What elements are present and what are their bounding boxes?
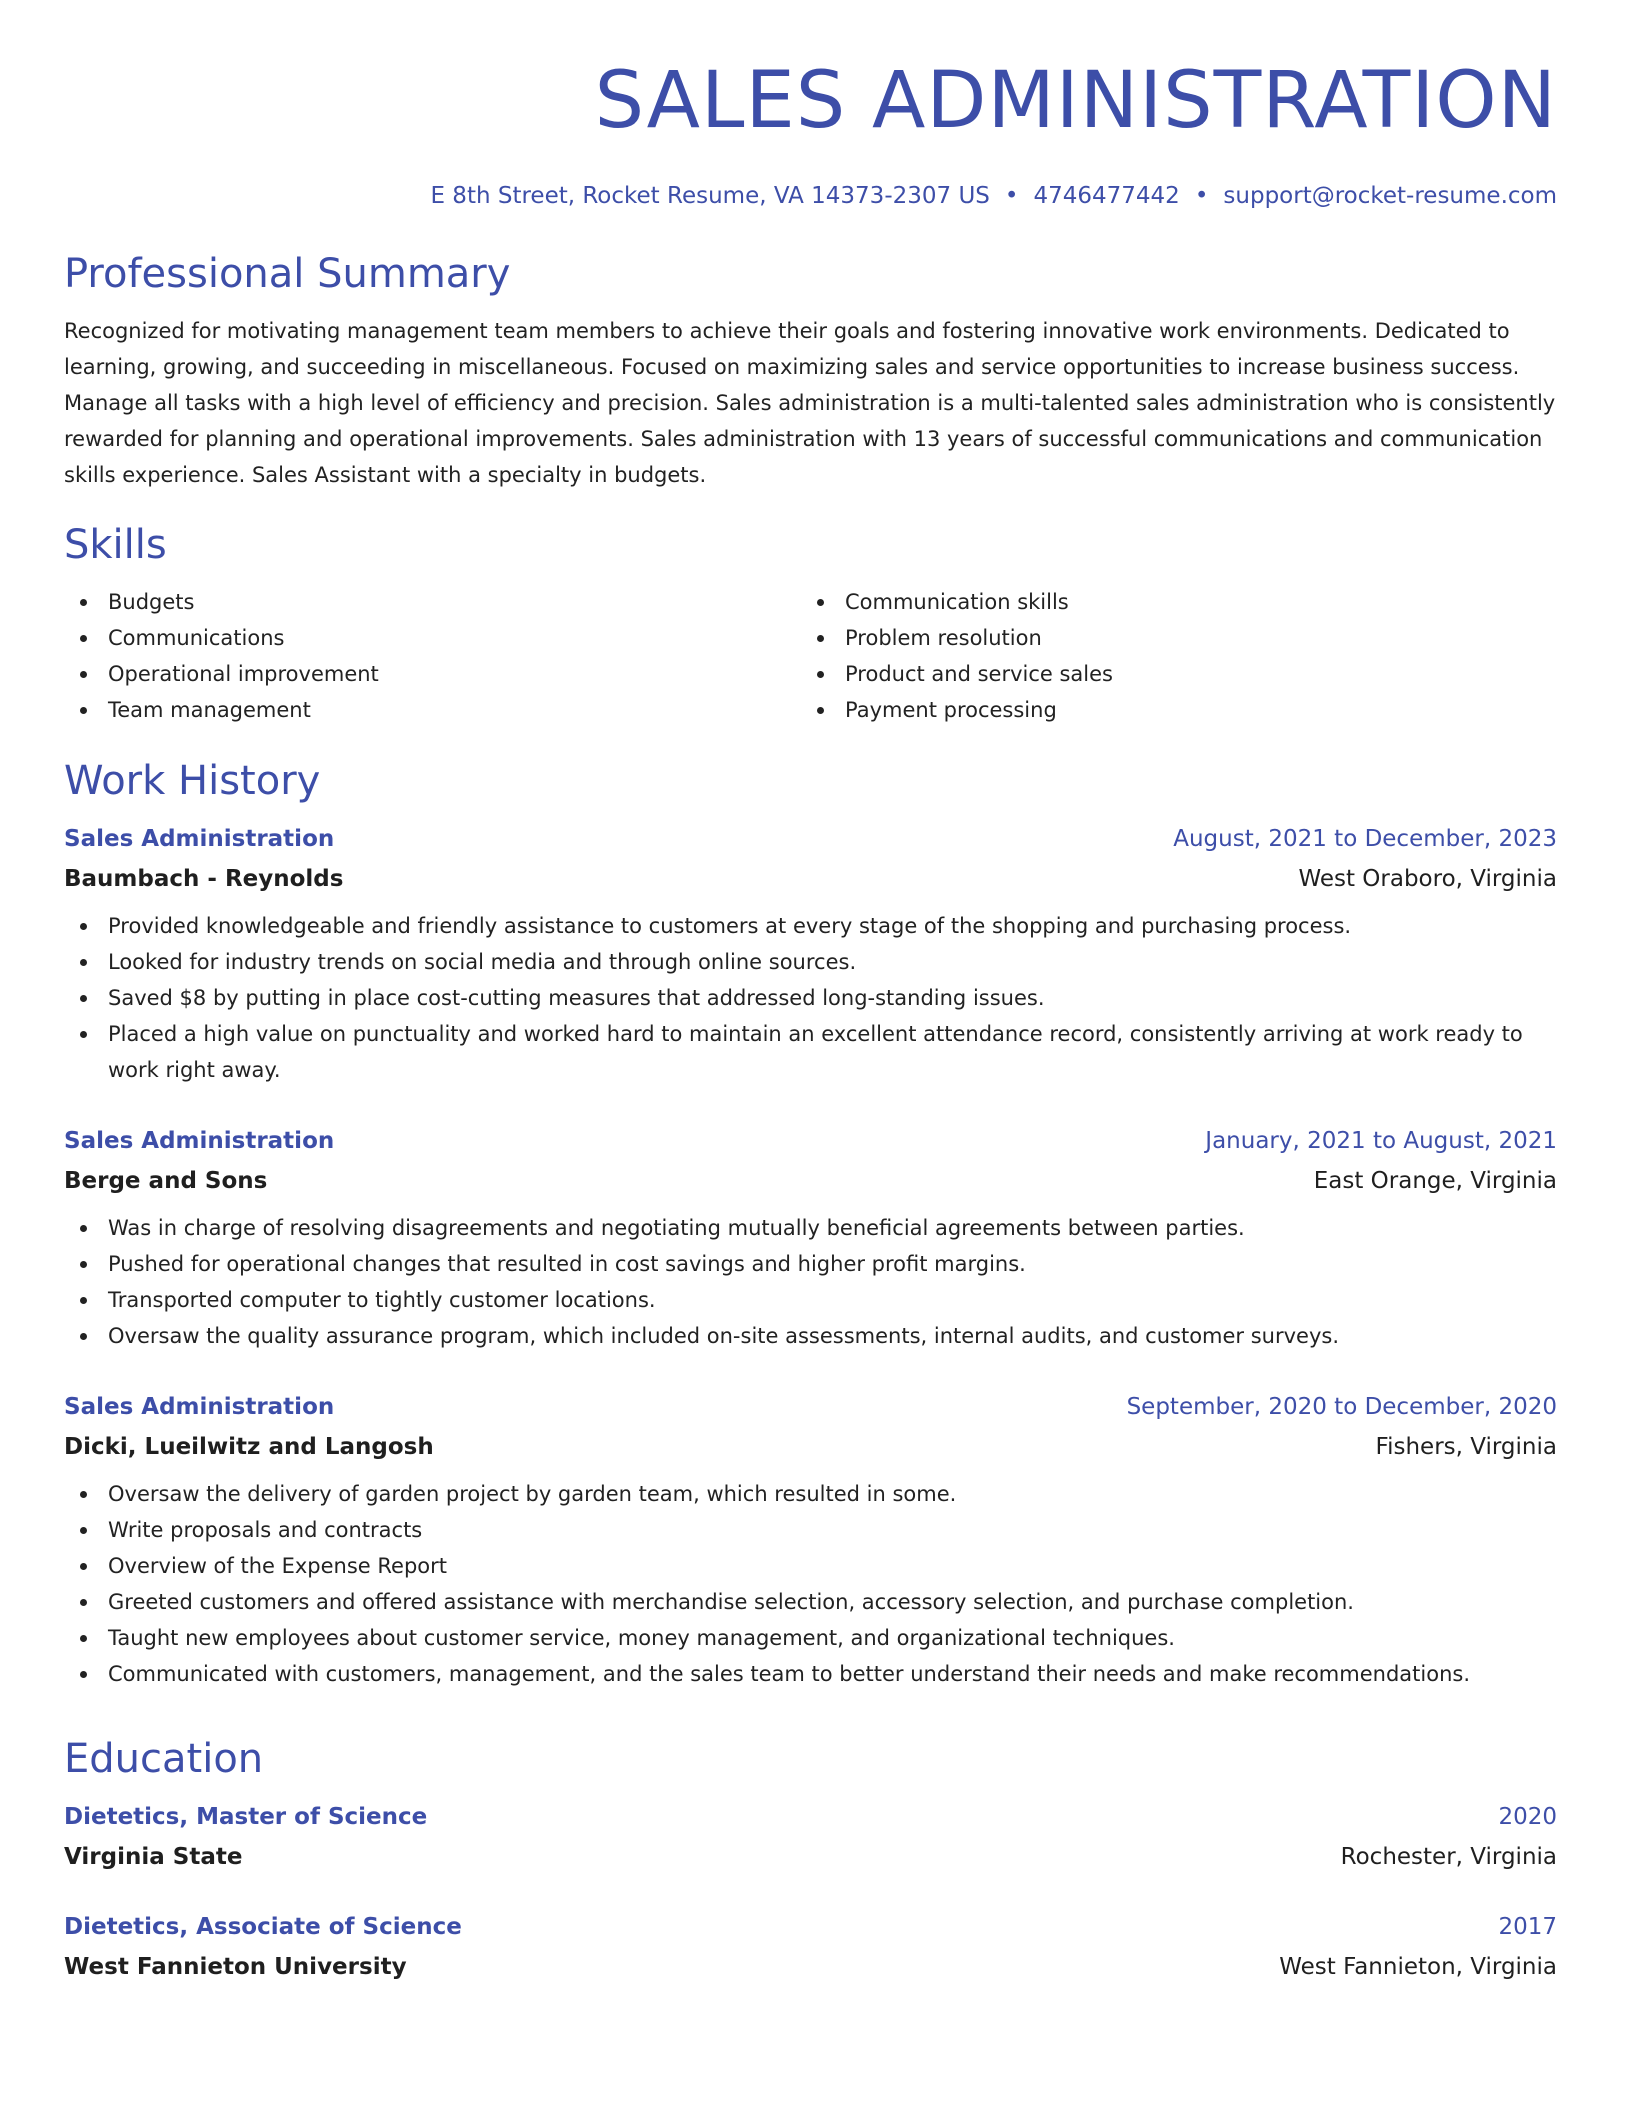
job-company-row [64, 864, 1557, 894]
education-degree: Dietetics, Associate of Science [64, 1914, 462, 1940]
skills-column-right [801, 584, 1538, 728]
job-bullet: Was in charge of resolving disagreements and negotiating mutually beneficial agreements between parties. [64, 1210, 1557, 1246]
job-title-row [64, 1126, 1557, 1156]
job-title-row [64, 824, 1557, 854]
skills-column-left [64, 584, 801, 728]
education-entry [64, 1912, 1557, 1982]
job-bullet: Oversaw the delivery of garden project by garden team, which resulted in some. [64, 1476, 1557, 1512]
contact-address: E 8th Street, Rocket Resume, VA 14373-2307 US [430, 183, 990, 209]
job-bullet: Transported computer to tightly customer locations. [64, 1282, 1557, 1318]
skills-list [64, 584, 1557, 728]
contact-separator: • [1004, 183, 1019, 209]
skill-item: Payment processing [801, 692, 1538, 728]
job-bullet: Saved $8 by putting in place cost-cutting measures that addressed long-standing issues. [64, 980, 1557, 1016]
job-entry [64, 824, 1557, 1088]
skill-item: Budgets [64, 584, 801, 620]
job-location: West Oraboro, Virginia [1298, 866, 1557, 892]
education-school-row [64, 1952, 1557, 1982]
job-company: Berge and Sons [64, 1168, 268, 1194]
job-bullet: Communicated with customers, management, and the sales team to better understand their needs and make recommendations. [64, 1656, 1557, 1692]
skill-item: Operational improvement [64, 656, 801, 692]
education-year: 2017 [1498, 1914, 1557, 1940]
education-degree: Dietetics, Master of Science [64, 1804, 428, 1830]
education-degree-row [64, 1802, 1557, 1832]
education-school-row [64, 1842, 1557, 1872]
job-bullet: Greeted customers and offered assistance with merchandise selection, accessory selection, and purchase completion. [64, 1584, 1557, 1620]
job-company-row [64, 1432, 1557, 1462]
job-bullet: Looked for industry trends on social media and through online sources. [64, 944, 1557, 980]
job-dates: January, 2021 to August, 2021 [1205, 1128, 1557, 1154]
education-heading: Education [64, 1736, 264, 1782]
job-location: Fishers, Virginia [1375, 1434, 1557, 1460]
job-bullet: Pushed for operational changes that resulted in cost savings and higher profit margins. [64, 1246, 1557, 1282]
job-bullets [64, 1476, 1557, 1692]
contact-email[interactable]: support@rocket-resume.com [1223, 183, 1557, 209]
job-entry [64, 1392, 1557, 1692]
job-bullet: Placed a high value on punctuality and worked hard to maintain an excellent attendance record, consistently arriving at work ready to work right away. [64, 1016, 1557, 1088]
resume-page [64, 0, 1557, 1982]
job-dates: September, 2020 to December, 2020 [1126, 1394, 1557, 1420]
skill-item: Communications [64, 620, 801, 656]
contact-separator: • [1194, 183, 1209, 209]
job-bullets [64, 1210, 1557, 1354]
skill-item: Team management [64, 692, 801, 728]
job-bullet: Taught new employees about customer service, money management, and organizational techniques. [64, 1620, 1557, 1656]
job-bullet: Provided knowledgeable and friendly assistance to customers at every stage of the shopping and purchasing process. [64, 908, 1557, 944]
job-entry [64, 1126, 1557, 1354]
job-role: Sales Administration [64, 1128, 335, 1154]
job-dates: August, 2021 to December, 2023 [1173, 826, 1557, 852]
work-history-heading: Work History [64, 758, 321, 804]
job-bullets [64, 908, 1557, 1088]
education-year: 2020 [1498, 1804, 1557, 1830]
job-bullet: Oversaw the quality assurance program, which included on-site assessments, internal audits, and customer surveys. [64, 1318, 1557, 1354]
education-location: West Fannieton, Virginia [1279, 1954, 1557, 1980]
skill-item: Product and service sales [801, 656, 1538, 692]
education-school: West Fannieton University [64, 1954, 407, 1980]
job-company-row [64, 1166, 1557, 1196]
education-degree-row [64, 1912, 1557, 1942]
resume-name: SALES ADMINISTRATION [594, 56, 1557, 146]
job-role: Sales Administration [64, 826, 335, 852]
education-entry [64, 1802, 1557, 1872]
summary-text: Recognized for motivating management team members to achieve their goals and fostering innovative work environments. Dedicated to learning, growing, and succeeding in miscellaneous. Focused on maximizing sales and service opportunities to increase business success. Manage all tasks with a high level of efficiency and precision. Sales administration is a multi-talented sales administration who is consistently rewarded for planning and operational improvements. Sales administration with 13 years of successful communications and communication skills experience. Sales Assistant with a specialty in budgets. [64, 319, 1556, 487]
skill-item: Communication skills [801, 584, 1538, 620]
education-location: Rochester, Virginia [1340, 1844, 1557, 1870]
job-title-row [64, 1392, 1557, 1422]
job-company: Dicki, Lueilwitz and Langosh [64, 1434, 434, 1460]
education-school: Virginia State [64, 1844, 243, 1870]
job-bullet: Write proposals and contracts [64, 1512, 1557, 1548]
summary-heading: Professional Summary [64, 251, 511, 297]
skill-item: Problem resolution [801, 620, 1538, 656]
job-bullet: Overview of the Expense Report [64, 1548, 1557, 1584]
skills-heading: Skills [64, 522, 167, 568]
job-location: East Orange, Virginia [1313, 1168, 1557, 1194]
job-company: Baumbach - Reynolds [64, 866, 344, 892]
job-role: Sales Administration [64, 1394, 335, 1420]
contact-line [64, 181, 1557, 211]
contact-phone: 4746477442 [1033, 183, 1180, 209]
